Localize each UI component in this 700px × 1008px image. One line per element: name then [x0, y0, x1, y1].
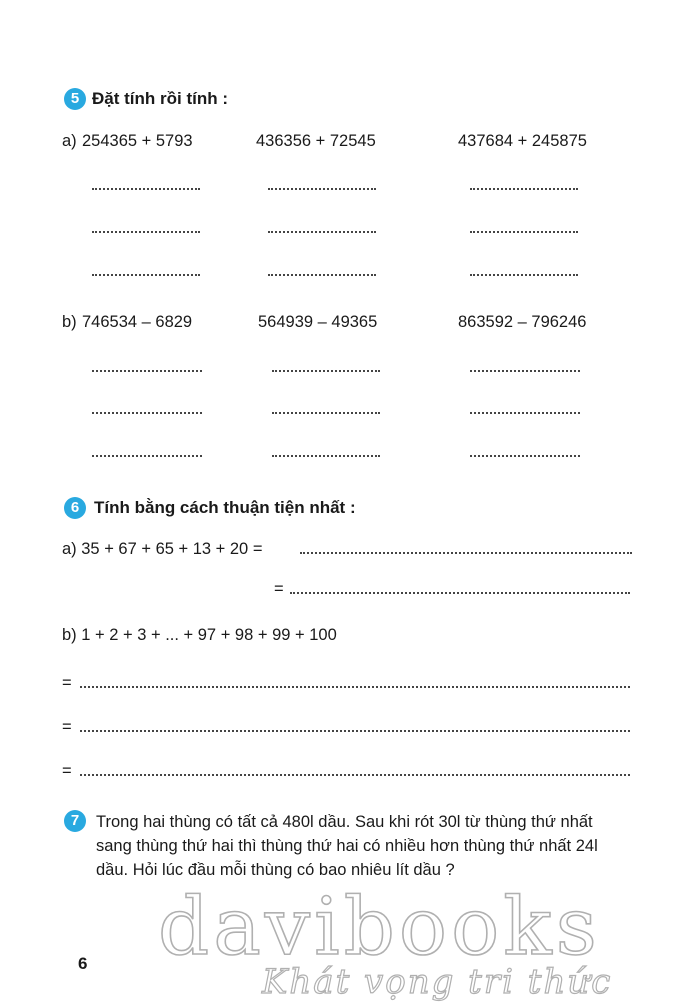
answer-line[interactable]	[470, 231, 578, 233]
watermark-logo: davibooks	[158, 880, 601, 973]
answer-line[interactable]	[92, 188, 200, 190]
exercise-6-badge: 6	[64, 497, 86, 519]
answer-line[interactable]	[80, 774, 630, 776]
answer-line[interactable]	[80, 730, 630, 732]
ex6-a-expr: a) 35 + 67 + 65 + 13 + 20 =	[62, 540, 263, 558]
ex5-b-label: b)	[62, 313, 77, 331]
equals-sign: =	[62, 718, 72, 736]
answer-line[interactable]	[272, 455, 380, 457]
ex5-a-expr-3: 437684 + 245875	[458, 132, 587, 150]
answer-line[interactable]	[470, 455, 580, 457]
exercise-7-line-2: sang thùng thứ hai thì thùng thứ hai có nhiều hơn thùng thứ nhất 24l	[96, 837, 598, 855]
answer-line[interactable]	[470, 188, 578, 190]
answer-line[interactable]	[290, 592, 630, 594]
answer-line[interactable]	[470, 412, 580, 414]
exercise-7-line-1: Trong hai thùng có tất cả 480l dầu. Sau khi rót 30l từ thùng thứ nhất	[96, 813, 593, 831]
exercise-7-badge: 7	[64, 810, 86, 832]
exercise-7-line-3: dầu. Hỏi lúc đầu mỗi thùng có bao nhiêu lít dầu ?	[96, 861, 455, 879]
ex5-b-expr-2: 564939 – 49365	[258, 313, 378, 331]
page-number: 6	[78, 954, 88, 973]
answer-line[interactable]	[92, 412, 202, 414]
answer-line[interactable]	[92, 274, 200, 276]
answer-line[interactable]	[272, 412, 380, 414]
ex5-b-expr-1: 746534 – 6829	[82, 313, 193, 331]
answer-line[interactable]	[268, 188, 376, 190]
ex5-a-expr-1: 254365 + 5793	[82, 132, 193, 150]
answer-line[interactable]	[92, 231, 200, 233]
equals-sign: =	[62, 674, 72, 692]
ex6-b-expr: b) 1 + 2 + 3 + ... + 97 + 98 + 99 + 100	[62, 626, 337, 644]
watermark-tagline: Khát vọng tri thức	[262, 962, 613, 1002]
ex5-b-expr-3: 863592 – 796246	[458, 313, 587, 331]
answer-line[interactable]	[470, 274, 578, 276]
ex5-a-label: a)	[62, 132, 77, 150]
answer-line[interactable]	[268, 274, 376, 276]
exercise-7-text	[96, 810, 656, 882]
exercise-5-badge: 5	[64, 88, 86, 110]
answer-line[interactable]	[80, 686, 630, 688]
answer-line[interactable]	[92, 370, 202, 372]
equals-sign: =	[62, 762, 72, 780]
exercise-5-title: Đặt tính rồi tính :	[92, 89, 228, 108]
exercise-6-title: Tính bằng cách thuận tiện nhất :	[94, 498, 356, 517]
equals-sign: =	[274, 580, 284, 598]
answer-line[interactable]	[268, 231, 376, 233]
answer-line[interactable]	[470, 370, 580, 372]
answer-line[interactable]	[92, 455, 202, 457]
answer-line[interactable]	[300, 552, 632, 554]
answer-line[interactable]	[272, 370, 380, 372]
ex5-a-expr-2: 436356 + 72545	[256, 132, 376, 150]
